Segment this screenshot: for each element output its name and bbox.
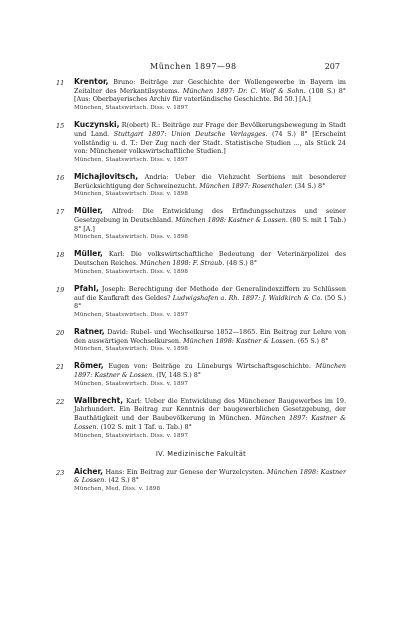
entry-imprint: München 1897: Rosenthaler. xyxy=(199,181,293,190)
entry-title: Alfred: Die Entwicklung des Erfindungsschutzes und seiner Gesetzgebung in Deutschland. xyxy=(74,207,346,225)
running-head-title: München 1897—98 xyxy=(150,62,237,71)
entry-author: Ratner, xyxy=(74,326,105,336)
entry-author: Römer, xyxy=(74,361,104,371)
entry-citation xyxy=(74,250,346,267)
entry-number: 21 xyxy=(56,363,65,372)
entry-dissertation-note: München, Staatswirtsch. Diss. v. 1897 xyxy=(74,380,189,387)
entry-number: 16 xyxy=(56,173,65,182)
entry-dissertation-note: München, Staatswirtsch. Diss. v. 1898 xyxy=(74,191,189,198)
entry-citation xyxy=(74,285,346,311)
entry-number: 11 xyxy=(56,79,65,87)
entry-dissertation-note: München, Staatswirtsch. Diss. v. 1898 xyxy=(74,234,189,241)
bibliography-entry xyxy=(56,250,346,275)
entry-number: 17 xyxy=(56,208,65,217)
entry-number: 15 xyxy=(56,122,65,131)
entry-collation: (80 S. mit 1 Tab.) 8° [A.] xyxy=(74,216,346,233)
entry-author: Müller, xyxy=(74,249,103,259)
entry-imprint: München 1897: Kastner & Lossen. xyxy=(74,414,346,431)
entry-citation xyxy=(74,397,346,432)
entry-imprint: München 1897: Dr. C. Wolf & Sohn. xyxy=(182,86,306,95)
entry-dissertation-note: München, Staatswirtsch. Diss. v. 1898 xyxy=(74,346,189,353)
entry-citation xyxy=(74,121,346,156)
entry-imprint: München 1898: Kastner & Lossen. xyxy=(175,216,288,225)
bibliography-entry xyxy=(56,285,346,319)
entry-author: Müller, xyxy=(74,206,103,216)
bibliography-entry xyxy=(56,397,346,440)
entry-author: Kuczynski, xyxy=(74,120,120,130)
bibliography-entry xyxy=(56,328,346,353)
entry-number: 19 xyxy=(56,285,65,294)
entry-citation xyxy=(74,362,346,379)
bibliography-entry xyxy=(56,78,346,112)
entry-author: Wallbrecht, xyxy=(74,395,124,405)
entry-number: 23 xyxy=(56,468,65,477)
entry-dissertation-note: München, Staatswirtsch. Diss. v. 1898 xyxy=(74,268,189,275)
entry-dissertation-note: München, Staatswirtsch. Diss. v. 1897 xyxy=(74,432,189,439)
entry-title: Andria: Ueber die Viehzucht Serbiens mit besonderer Berücksichtigung der Schweinezucht. xyxy=(74,172,346,190)
entry-citation xyxy=(74,207,346,233)
entry-collation: (102 S. mit 1 Taf. u. Tab.) 8° xyxy=(98,422,192,431)
entry-number: 18 xyxy=(56,251,65,260)
entry-number: 20 xyxy=(56,328,65,337)
entry-title: R(obert) R.: Beiträge zur Frage der Bevölkerungsbewegung in Stadt und Land. xyxy=(74,121,346,138)
entry-title: Hans: Ein Beitrag zur Genese der Wurzelcysten. xyxy=(103,467,268,476)
entry-imprint: München 1898: Kastner & Lossen. xyxy=(183,336,296,345)
entry-collation: (74 S.) 8° [Erscheint vollständig u. d. T.: Der Zug nach der Stadt. Statistische Studien ..., als Stück 24 von: Münchener volkswirtschaftliche Studien.] xyxy=(74,129,346,156)
entry-collation: (108 S.) 8° [Aus: Oberbayerisches Archiv für vaterländische Geschichte. Bd 50.] [A.] xyxy=(74,86,346,104)
entry-collation: (48 S.) 8° xyxy=(224,259,258,268)
entry-title: Karl: Ueber die Entwicklung des Münchener Baugewerbes im 19. Jahrhundert. Ein Beitrag zur Kenntnis der baugewerblichen Gesetzgebung, der Bauthätigkeit und der Baubevölkerung in München. xyxy=(74,396,346,423)
entry-imprint: Stuttgart 1897: Union Deutsche Verlagsges. xyxy=(113,129,268,138)
bibliography-entry xyxy=(56,121,346,164)
entry-imprint: München 1897: Kastner & Lossen. xyxy=(74,362,346,380)
entry-collation: (34 S.) 8° xyxy=(292,181,326,190)
entry-dissertation-note: München, Med. Diss. v. 1898 xyxy=(74,485,161,492)
entry-author: Aicher, xyxy=(74,466,104,476)
bibliography-entry xyxy=(56,362,346,387)
entry-citation xyxy=(74,173,346,190)
entry-citation xyxy=(74,328,346,345)
running-head xyxy=(0,62,400,74)
entry-author: Michajlovitsch, xyxy=(74,171,139,181)
section-heading: IV. Medizinische Fakultät xyxy=(155,449,247,458)
entry-collation: (IV, 148 S.) 8° xyxy=(154,371,201,380)
entry-collation: (42 S.) 8° xyxy=(106,476,139,485)
entry-imprint: Ludwigshafen a. Rh. 1897: J. Waldkirch & Co. xyxy=(172,293,323,302)
entry-title: Karl: Die volkswirtschaftliche Bedeutung der Veterinärpolizei des Deutschen Reiches. xyxy=(74,250,346,268)
entry-author: Krentor, xyxy=(74,77,109,86)
entry-dissertation-note: München, Staatswirtsch. Diss. v. 1897 xyxy=(74,311,189,318)
entry-citation xyxy=(74,468,346,485)
entry-title: Bruno: Beiträge zur Geschichte der Wollengewerbe in Bayern im Zeitalter des Merkantilsystems. xyxy=(74,78,346,95)
bibliography-entry xyxy=(56,468,346,493)
entry-dissertation-note: München, Staatswirtsch. Diss. v. 1897 xyxy=(74,156,189,163)
bibliography-list xyxy=(56,78,346,502)
entry-collation: (50 S.) 8° xyxy=(74,293,347,311)
entry-citation xyxy=(74,78,346,104)
entry-title: Eugen von: Beiträge zu Lüneburgs Wirtschaftsgeschichte. xyxy=(103,362,316,371)
entry-title: David: Rubel- und Wechselkurse 1852—1865. Ein Beitrag zur Lehre von den auswärtigen Wechselkursen. xyxy=(74,327,346,345)
entry-imprint: München 1898: F. Straub. xyxy=(139,259,225,268)
bibliography-entry xyxy=(56,207,346,241)
entry-imprint: München 1898: Kastner & Lossen. xyxy=(74,467,347,485)
page-number: 207 xyxy=(324,62,340,71)
entry-title: Joseph: Berechtigung der Methode der Generalindexziffern zu Schlüssen auf die Kaufkraft des Geldes? xyxy=(74,284,346,302)
entry-author: Pfahl, xyxy=(74,283,99,293)
entry-dissertation-note: München, Staatswirtsch. Diss. v. 1897 xyxy=(74,105,189,112)
entry-collation: (65 S.) 8° xyxy=(295,336,329,345)
bibliography-entry xyxy=(56,173,346,198)
entry-number: 22 xyxy=(56,397,65,406)
